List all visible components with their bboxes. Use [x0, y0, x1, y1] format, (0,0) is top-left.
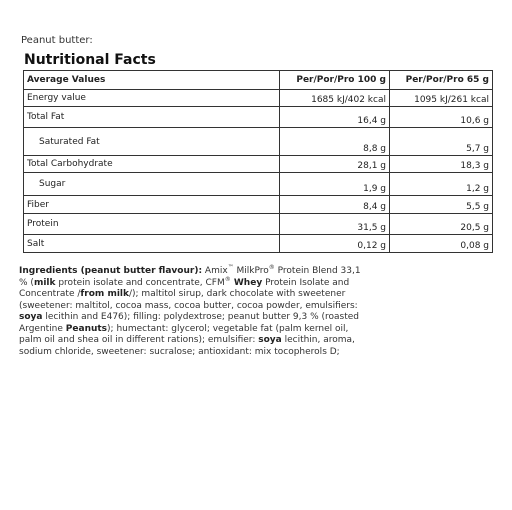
nutrient-name: Saturated Fat [24, 128, 280, 156]
header-average-values: Average Values [24, 71, 280, 90]
table-row [24, 156, 493, 173]
value-per-65g: 1,2 g [390, 173, 493, 196]
nutrient-name: Fiber [24, 196, 280, 214]
value-per-65g: 20,5 g [390, 214, 493, 235]
value-per-100g: 1685 kJ/402 kcal [280, 90, 390, 107]
table-row [24, 196, 493, 214]
ingredients-part: Protein Isolate and Concentrate / [19, 277, 350, 299]
table-row [24, 128, 493, 156]
nutrient-name: Total Carbohydrate [24, 156, 280, 173]
value-per-65g: 5,5 g [390, 196, 493, 214]
value-per-65g: 5,7 g [390, 128, 493, 156]
table-row [24, 107, 493, 128]
nutrition-table [23, 70, 493, 253]
ingredients-blend: Protein Blend 33,1 % ( [19, 266, 361, 288]
value-per-100g: 16,4 g [280, 107, 390, 128]
brand-milkpro: MilkPro [233, 266, 269, 276]
value-per-100g: 0,12 g [280, 235, 390, 253]
nutrient-name: Salt [24, 235, 280, 253]
ingredients-text [19, 266, 364, 358]
value-per-100g: 28,1 g [280, 156, 390, 173]
value-per-65g: 10,6 g [390, 107, 493, 128]
value-per-65g: 0,08 g [390, 235, 493, 253]
value-per-100g: 1,9 g [280, 173, 390, 196]
allergen-whey: Whey [230, 277, 263, 288]
value-per-65g: 1095 kJ/261 kcal [390, 90, 493, 107]
allergen-soya: soya [19, 312, 43, 322]
header-per-65g: Per/Por/Pro 65 g [390, 71, 493, 90]
nutrient-name: Energy value [24, 90, 280, 107]
allergen-from-milk: from milk [80, 289, 129, 299]
trademark-symbol: ™ [227, 264, 234, 271]
allergen-milk: milk [33, 277, 56, 288]
registered-symbol: ® [224, 275, 231, 283]
table-row [24, 214, 493, 235]
registered-symbol: ® [268, 264, 275, 271]
table-row [24, 90, 493, 107]
allergen-peanuts: Peanuts [65, 323, 108, 334]
table-header-row [24, 71, 493, 90]
header-per-100g: Per/Por/Pro 100 g [280, 71, 390, 90]
nutrient-name: Protein [24, 214, 280, 235]
allergen-soya: soya [258, 335, 282, 345]
ingredients-part: protein isolate and concentrate, CFM [55, 277, 225, 288]
value-per-100g: 31,5 g [280, 214, 390, 235]
nutrient-name: Total Fat [24, 107, 280, 128]
table-row [24, 235, 493, 253]
nutrition-title: Nutritional Facts [24, 52, 156, 68]
nutrient-name: Sugar [24, 173, 280, 196]
ingredients-label: Ingredients (peanut butter flavour): [19, 266, 203, 276]
brand-amix: Amix [202, 266, 228, 276]
ingredients-part: lecithin, aroma, sodium chloride, sweetener: sucralose; antioxidant: mix tocopherols D; [19, 335, 355, 357]
value-per-65g: 18,3 g [390, 156, 493, 173]
ingredients-part: ); humectant: glycerol; vegetable fat (palm kernel oil, palm oil and shea oil in different rations); emulsifier: [19, 323, 349, 345]
product-caption: Peanut butter: [21, 35, 93, 46]
value-per-100g: 8,8 g [280, 128, 390, 156]
ingredients-part: lecithin and E476); filling: polydextrose; peanut butter 9,3 % (roasted Argentine [19, 312, 360, 334]
value-per-100g: 8,4 g [280, 196, 390, 214]
ingredients-part: /); maltitol sirup, dark chocolate with sweetener (sweetener: maltitol, cocoa mass, cocoa butter, cocoa powder, emulsifiers: [19, 289, 358, 311]
table-row [24, 173, 493, 196]
